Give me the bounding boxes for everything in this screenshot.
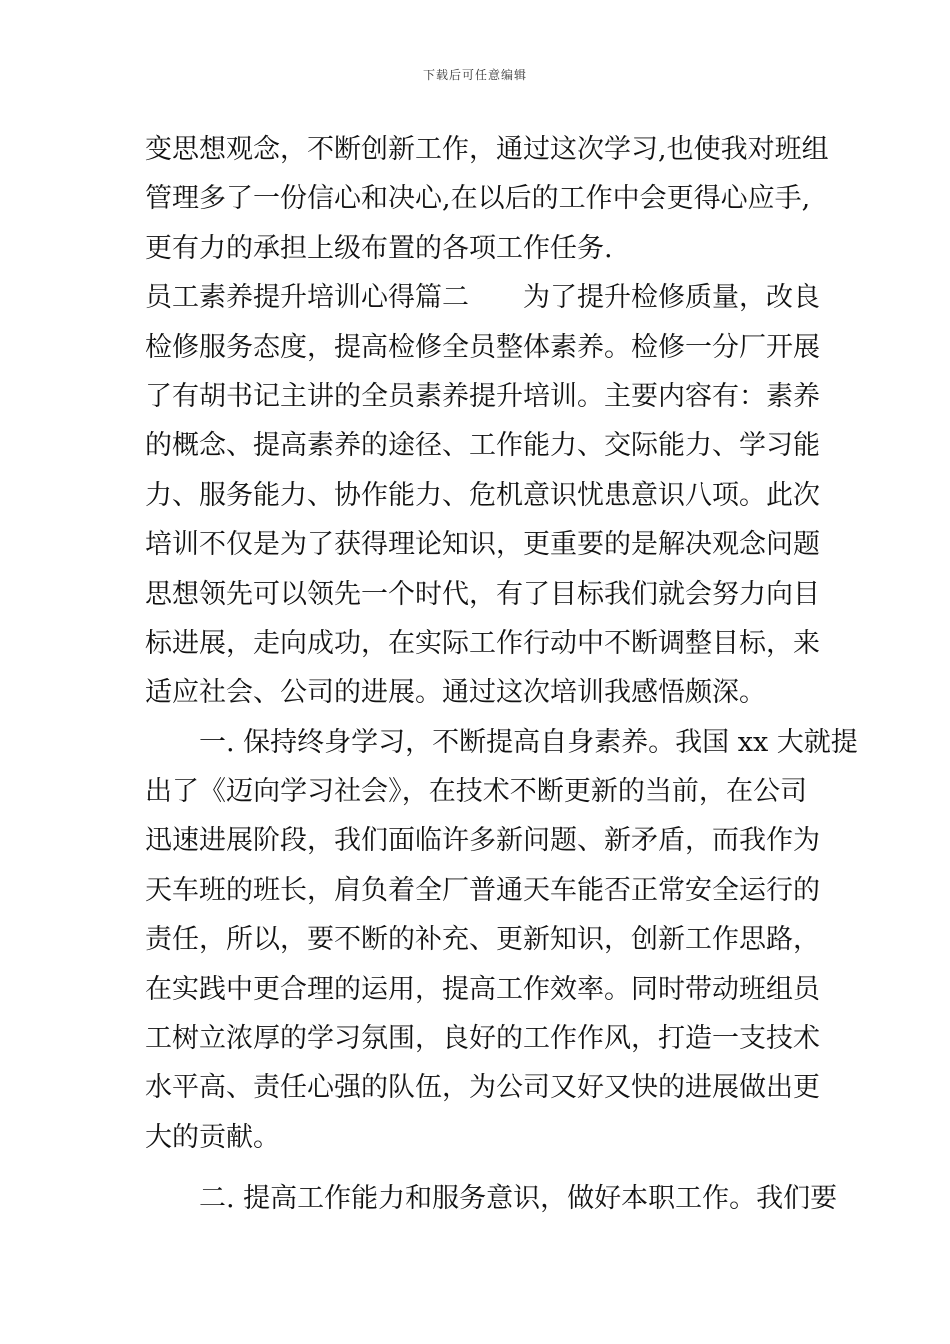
text-line: 培训不仅是为了获得理论知识，更重要的是解决观念问题 bbox=[145, 529, 820, 561]
document-body bbox=[145, 125, 858, 1224]
text-line: 责任，所以，要不断的补充、更新知识，创新工作思路， bbox=[145, 924, 820, 956]
text-line: 变思想观念，不断创新工作，通过这次学习,也使我对班组 bbox=[145, 134, 829, 165]
paragraph bbox=[145, 1174, 838, 1223]
text-line: 出了《迈向学习社会》，在技术不断更新的当前，在公司 bbox=[145, 776, 807, 808]
paragraph bbox=[145, 125, 829, 273]
text-line: 管理多了一份信心和决心,在以后的工作中会更得心应手, bbox=[145, 183, 811, 215]
text-line: 员工素养提升培训心得篇二 为了提升检修质量，改良 bbox=[145, 282, 820, 314]
text-line: 迅速进展阶段，我们面临许多新问题、新矛盾，而我作为 bbox=[145, 825, 820, 857]
text-line: 工树立浓厚的学习氛围，良好的工作作风，打造一支技术 bbox=[145, 1023, 820, 1055]
text-line: 天车班的班长，肩负着全厂普通天车能否正常安全运行的 bbox=[145, 874, 820, 906]
paragraph bbox=[145, 718, 858, 1163]
text-line: 二. 提高工作能力和服务意识，做好本职工作。我们要 bbox=[199, 1183, 838, 1215]
text-line: 力、服务能力、协作能力、危机意识忧患意识八项。此次 bbox=[145, 479, 820, 511]
text-line: 一. 保持终身学习，不断提高自身素养。我国 xx 大就提 bbox=[199, 726, 858, 758]
paragraph-spacer bbox=[145, 1162, 807, 1174]
text-line: 了有胡书记主讲的全员素养提升培训。主要内容有：素养 bbox=[145, 380, 820, 412]
text-line: 更有力的承担上级布置的各项工作任务. bbox=[145, 232, 613, 264]
text-line: 思想领先可以领先一个时代，有了目标我们就会努力向目 bbox=[145, 578, 820, 610]
page-header: 下载后可任意编辑 bbox=[422, 68, 527, 82]
text-line: 标进展，走向成功，在实际工作行动中不断调整目标，来 bbox=[145, 627, 820, 659]
text-line: 大的贡献。 bbox=[145, 1121, 280, 1153]
text-line: 水平高、责任心强的队伍，为公司又好又快的进展做出更 bbox=[145, 1072, 820, 1104]
text-line: 适应社会、公司的进展。通过这次培训我感悟颇深。 bbox=[145, 677, 766, 709]
text-line: 的概念、提高素养的途径、工作能力、交际能力、学习能 bbox=[145, 430, 820, 462]
text-line: 检修服务态度，提高检修全员整体素养。检修一分厂开展 bbox=[145, 331, 820, 363]
text-line: 在实践中更合理的运用，提高工作效率。同时带动班组员 bbox=[145, 973, 820, 1005]
paragraph bbox=[145, 273, 820, 718]
